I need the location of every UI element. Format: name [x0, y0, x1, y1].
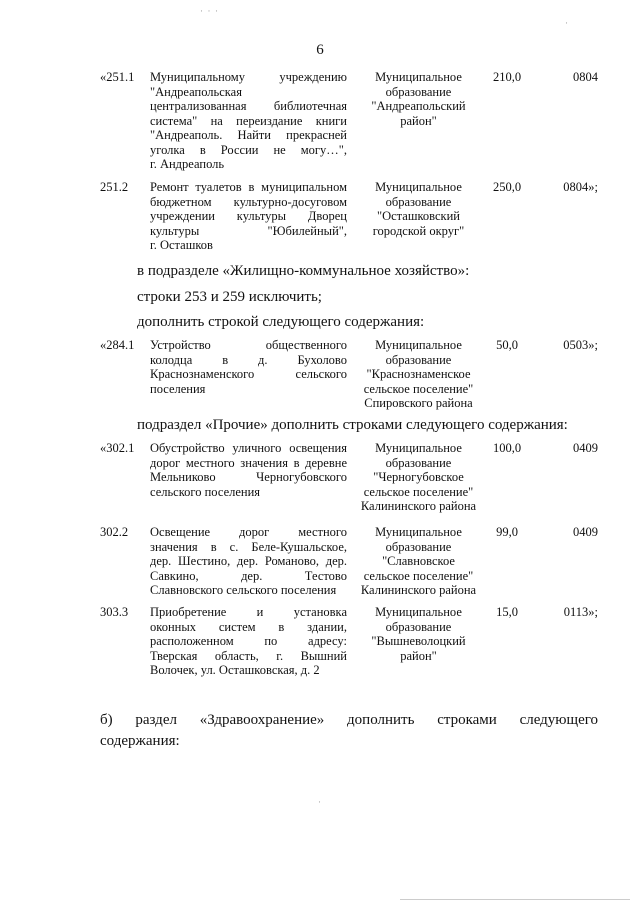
municipality-line: Калининского района [360, 499, 477, 513]
municipality-line: Муниципальное [375, 338, 462, 352]
municipality-line: "Осташковский [377, 209, 460, 223]
municipality-line: сельское поселение" [363, 381, 474, 396]
municipality-line: образование [385, 539, 452, 554]
row-number: «302.1 [100, 441, 135, 455]
municipality-line: "Андреапольский [371, 99, 466, 113]
municipality-line: сельское поселение" [363, 484, 474, 499]
description-line: сельского поселения [150, 484, 261, 499]
description-line: Освещение дорог местного [150, 525, 347, 539]
description-line: колодца в д. Бухолово [150, 352, 347, 367]
municipality-line: Муниципальное [375, 605, 462, 619]
row-municipality [355, 70, 482, 128]
row-municipality [355, 180, 482, 238]
row-amount: 99,0 [496, 525, 518, 539]
municipality-line: Калининского района [360, 583, 477, 597]
municipality-line: городской округ" [372, 223, 465, 238]
description-line: дер. Шестино, дер. Романово, дер. [150, 554, 347, 568]
subsection-housing-text: в подразделе «Жилищно-коммунальное хозяйство»: [137, 263, 470, 279]
row-amount: 250,0 [492, 180, 522, 194]
row-municipality [355, 605, 482, 663]
row-amount: 100,0 [492, 441, 522, 455]
description-line: "Андреаполь. Найти прекрасней [150, 128, 347, 142]
description-line: Приобретение и установка [150, 605, 347, 619]
row-code: 0409 [573, 525, 598, 539]
description-line: Тверская область, г. Вышний [150, 648, 347, 663]
row-number: «284.1 [100, 338, 135, 352]
row-code: 0804 [573, 70, 598, 84]
row-code: 0113»; [563, 605, 598, 619]
description-line: Мельниково Черногубовского [150, 470, 347, 484]
health-section-text [100, 710, 598, 752]
row-description [150, 338, 347, 396]
row-municipality [355, 338, 482, 411]
row-description [150, 70, 347, 172]
municipality-line: образование [385, 84, 452, 99]
description-line: уголка в России не могу…", [150, 142, 347, 157]
description-line: учреждении культуры Дворец [150, 209, 347, 223]
description-line: культуры "Юбилейный", [150, 223, 347, 238]
description-line: система" на переиздание книги [150, 113, 347, 128]
add-line-text: дополнить строкой следующего содержания: [137, 314, 425, 330]
municipality-line: Муниципальное [375, 70, 462, 84]
row-number: 251.2 [100, 180, 129, 194]
description-line: Волочек, ул. Осташковская, д. 2 [150, 663, 320, 677]
health-line-1: б) раздел «Здравоохранение» дополнить строками следующего [100, 712, 598, 728]
description-line: г. Осташков [150, 238, 213, 252]
municipality-line: образование [385, 352, 452, 367]
municipality-line: образование [385, 455, 452, 470]
municipality-line: сельское поселение" [363, 568, 474, 583]
row-description [150, 605, 347, 678]
municipality-line: "Черногубовское [373, 470, 464, 484]
description-line: бюджетном культурно-досуговом [150, 194, 347, 209]
row-amount: 210,0 [492, 70, 522, 84]
row-code: 0804»; [563, 180, 598, 194]
row-municipality [355, 441, 482, 514]
municipality-line: Муниципальное [375, 180, 462, 194]
row-number: 303.3 [100, 605, 129, 619]
row-number: 302.2 [100, 525, 129, 539]
description-line: Краснознаменского сельского [150, 367, 347, 381]
row-description [150, 180, 347, 253]
description-line: Славновского сельского поселения [150, 583, 337, 597]
description-line: оконных систем в здании, [150, 619, 347, 634]
description-line: расположенном по адресу: [150, 634, 347, 648]
delete-lines-text: строки 253 и 259 исключить; [137, 289, 322, 305]
description-line: дорог местного значения в деревне [150, 455, 347, 470]
description-line: Савкино, дер. Тестово [150, 568, 347, 583]
description-line: Муниципальному учреждению [150, 70, 347, 84]
subsection-other-text: подраздел «Прочие» дополнить строками следующего содержания: [137, 417, 568, 433]
municipality-line: Муниципальное [375, 525, 462, 539]
municipality-line: район" [400, 648, 437, 663]
description-line: значения в с. Беле-Кушальское, [150, 539, 347, 554]
row-code: 0503»; [563, 338, 598, 352]
description-line: централизованная библиотечная [150, 99, 347, 113]
row-municipality [355, 525, 482, 598]
row-code: 0409 [573, 441, 598, 455]
scan-speck: · [565, 18, 568, 28]
row-description [150, 525, 347, 598]
municipality-line: район" [400, 113, 437, 128]
scan-speck: · · · [200, 6, 218, 16]
description-line: г. Андреаполь [150, 157, 225, 171]
description-line: "Андреапольская [150, 84, 242, 99]
municipality-line: Спировского района [364, 396, 473, 410]
municipality-line: "Вышневолоцкий [371, 634, 466, 648]
description-line: поселения [150, 381, 206, 396]
health-line-2: содержания: [100, 733, 180, 749]
scan-edge-line [400, 899, 630, 900]
scan-speck: · [318, 797, 321, 807]
description-line: Обустройство уличного освещения [150, 441, 347, 455]
municipality-line: "Краснознаменское [366, 367, 471, 381]
municipality-line: "Славновское [382, 554, 455, 568]
municipality-line: образование [385, 194, 452, 209]
row-amount: 15,0 [496, 605, 518, 619]
description-line: Устройство общественного [150, 338, 347, 352]
row-amount: 50,0 [496, 338, 518, 352]
row-description [150, 441, 347, 499]
municipality-line: Муниципальное [375, 441, 462, 455]
row-number: «251.1 [100, 70, 135, 84]
municipality-line: образование [385, 619, 452, 634]
description-line: Ремонт туалетов в муниципальном [150, 180, 347, 194]
page-number: 6 [316, 42, 324, 58]
